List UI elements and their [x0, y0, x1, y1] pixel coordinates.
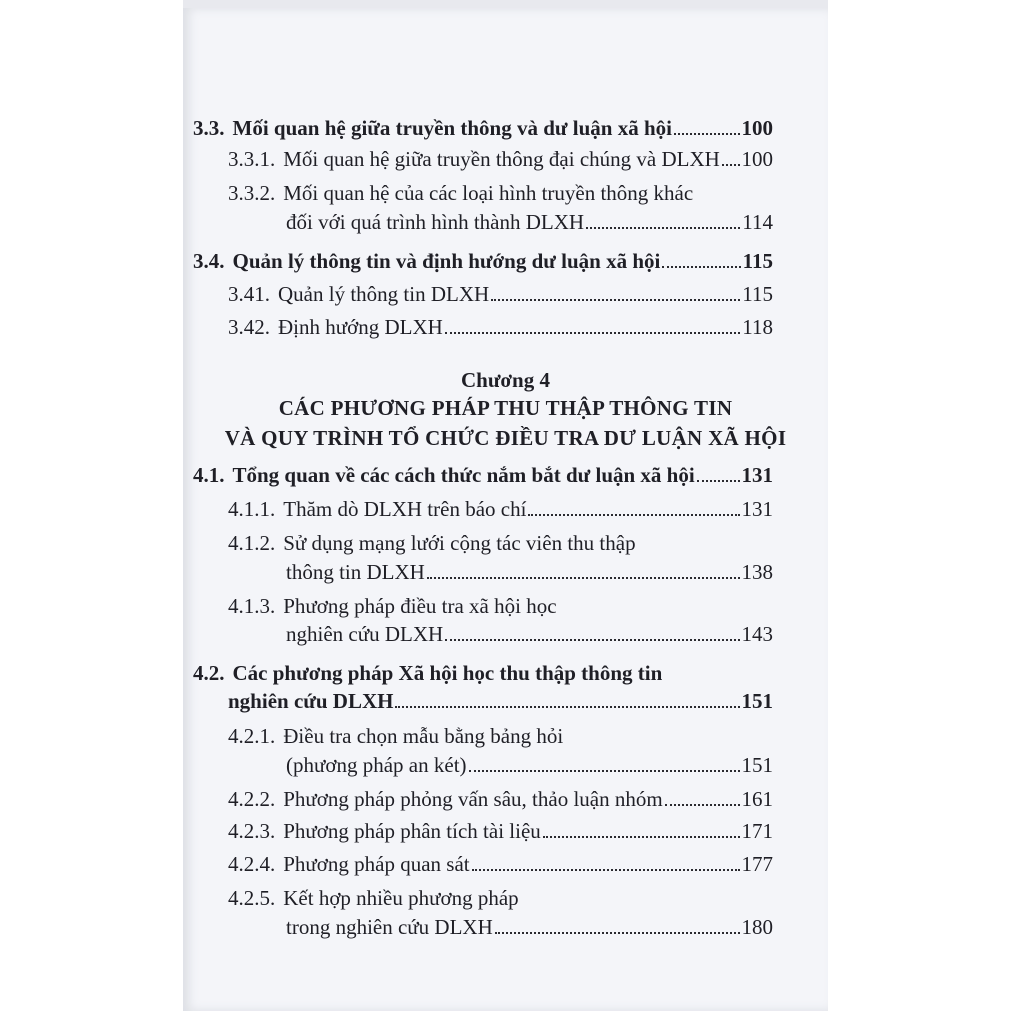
page-number: 118 — [742, 315, 773, 339]
item-title-continued: nghiên cứu DLXH — [286, 622, 444, 646]
toc-item-4-2-1-continued — [286, 752, 773, 778]
item-title: Quản lý thông tin DLXH — [278, 282, 490, 306]
page-number: 100 — [741, 116, 773, 140]
toc-item-3-4-2 — [228, 314, 773, 340]
item-number: 3.41. — [228, 282, 270, 306]
chapter-title-line-1: CÁC PHƯƠNG PHÁP THU THẬP THÔNG TIN — [278, 396, 733, 420]
toc-item-3-3-2 — [228, 180, 773, 206]
item-number: 3.42. — [228, 315, 270, 339]
toc-item-4-2-2 — [228, 786, 773, 812]
item-number: 3.3.1. — [228, 147, 276, 171]
item-title: Phương pháp điều tra xã hội học — [283, 594, 557, 618]
toc-item-3-3-2-continued — [286, 209, 773, 235]
toc-section-4-2-continued — [228, 688, 773, 714]
toc-item-4-2-4 — [228, 851, 773, 877]
page-number: 100 — [741, 147, 773, 171]
page-number: 143 — [741, 622, 773, 646]
item-title-continued: đối với quá trình hình thành DLXH — [286, 210, 585, 234]
page-number: 180 — [741, 915, 773, 939]
toc-section-4-1 — [193, 462, 773, 488]
item-number: 4.2.2. — [228, 787, 276, 811]
item-number: 4.1.1. — [228, 497, 276, 521]
dot-leader — [543, 836, 740, 838]
page-number: 114 — [742, 210, 773, 234]
dot-leader — [445, 639, 739, 641]
dot-leader — [528, 514, 739, 516]
item-title-continued: thông tin DLXH — [286, 560, 425, 584]
toc-item-4-1-3-continued — [286, 621, 773, 647]
item-title: Điều tra chọn mẫu bằng bảng hỏi — [283, 724, 564, 748]
item-title: Phương pháp quan sát — [283, 852, 470, 876]
dot-leader — [697, 480, 740, 482]
item-title-continued: trong nghiên cứu DLXH — [286, 915, 493, 939]
item-number: 4.2.5. — [228, 886, 276, 910]
toc-section-3-4 — [193, 248, 773, 274]
toc-item-3-4-1 — [228, 281, 773, 307]
dot-leader — [472, 869, 740, 871]
item-title: Sử dụng mạng lưới cộng tác viên thu thập — [283, 531, 636, 555]
section-title: Quản lý thông tin và định hướng dư luận xã hội — [232, 249, 661, 273]
page-number: 115 — [742, 249, 773, 273]
item-title: Kết hợp nhiều phương pháp — [283, 886, 519, 910]
item-number: 4.2.1. — [228, 724, 276, 748]
dot-leader — [469, 770, 740, 772]
toc-section-4-2 — [193, 660, 773, 686]
dot-leader — [662, 266, 740, 268]
item-title: Thăm dò DLXH trên báo chí — [283, 497, 527, 521]
toc-item-4-2-5 — [228, 885, 773, 911]
item-title: Mối quan hệ của các loại hình truyền thông khác — [283, 181, 694, 205]
dot-leader — [491, 299, 740, 301]
toc-item-3-3-1 — [228, 146, 773, 172]
page-number: 138 — [741, 560, 773, 584]
dot-leader — [445, 332, 740, 334]
page-number: 131 — [741, 463, 773, 487]
dot-leader — [395, 706, 739, 708]
section-number: 3.3. — [193, 116, 225, 140]
item-title: Phương pháp phân tích tài liệu — [283, 819, 541, 843]
item-title-continued: (phương pháp an két) — [286, 753, 467, 777]
page-number: 161 — [741, 787, 773, 811]
item-title: Định hướng DLXH — [278, 315, 443, 339]
page-number: 171 — [741, 819, 773, 843]
toc-item-4-1-3 — [228, 593, 773, 619]
section-number: 4.2. — [193, 661, 225, 685]
section-title: Các phương pháp Xã hội học thu thập thông tin — [232, 661, 663, 685]
page-number: 131 — [741, 497, 773, 521]
section-title: Mối quan hệ giữa truyền thông và dư luận xã hội — [232, 116, 672, 140]
section-number: 3.4. — [193, 249, 225, 273]
toc-item-4-2-3 — [228, 818, 773, 844]
toc-item-4-1-2 — [228, 530, 773, 556]
item-title: Mối quan hệ giữa truyền thông đại chúng và DLXH — [283, 147, 720, 171]
page-number: 177 — [741, 852, 773, 876]
page-number: 115 — [742, 282, 773, 306]
dot-leader — [722, 164, 740, 166]
chapter-label: Chương 4 — [460, 368, 550, 392]
item-number: 4.1.2. — [228, 531, 276, 555]
section-title: Tổng quan về các cách thức nắm bắt dư luận xã hội — [232, 463, 695, 487]
dot-leader — [674, 133, 740, 135]
item-number: 4.1.3. — [228, 594, 276, 618]
dot-leader — [586, 227, 740, 229]
page-number: 151 — [741, 753, 773, 777]
section-number: 4.1. — [193, 463, 225, 487]
toc-section-3-3 — [193, 115, 773, 141]
item-title: Phương pháp phỏng vấn sâu, thảo luận nhóm — [283, 787, 663, 811]
page-number: 151 — [741, 689, 773, 713]
toc-item-4-1-2-continued — [286, 559, 773, 585]
section-title-continued: nghiên cứu DLXH — [228, 689, 394, 713]
item-number: 4.2.4. — [228, 852, 276, 876]
item-number: 4.2.3. — [228, 819, 276, 843]
toc-item-4-1-1 — [228, 496, 773, 522]
item-number: 3.3.2. — [228, 181, 276, 205]
chapter-title-line-2: VÀ QUY TRÌNH TỔ CHỨC ĐIỀU TRA DƯ LUẬN XÃ HỘI — [224, 426, 787, 450]
toc-item-4-2-5-continued — [286, 914, 773, 940]
dot-leader — [427, 577, 740, 579]
toc-item-4-2-1 — [228, 723, 773, 749]
dot-leader — [495, 932, 740, 934]
dot-leader — [665, 804, 740, 806]
